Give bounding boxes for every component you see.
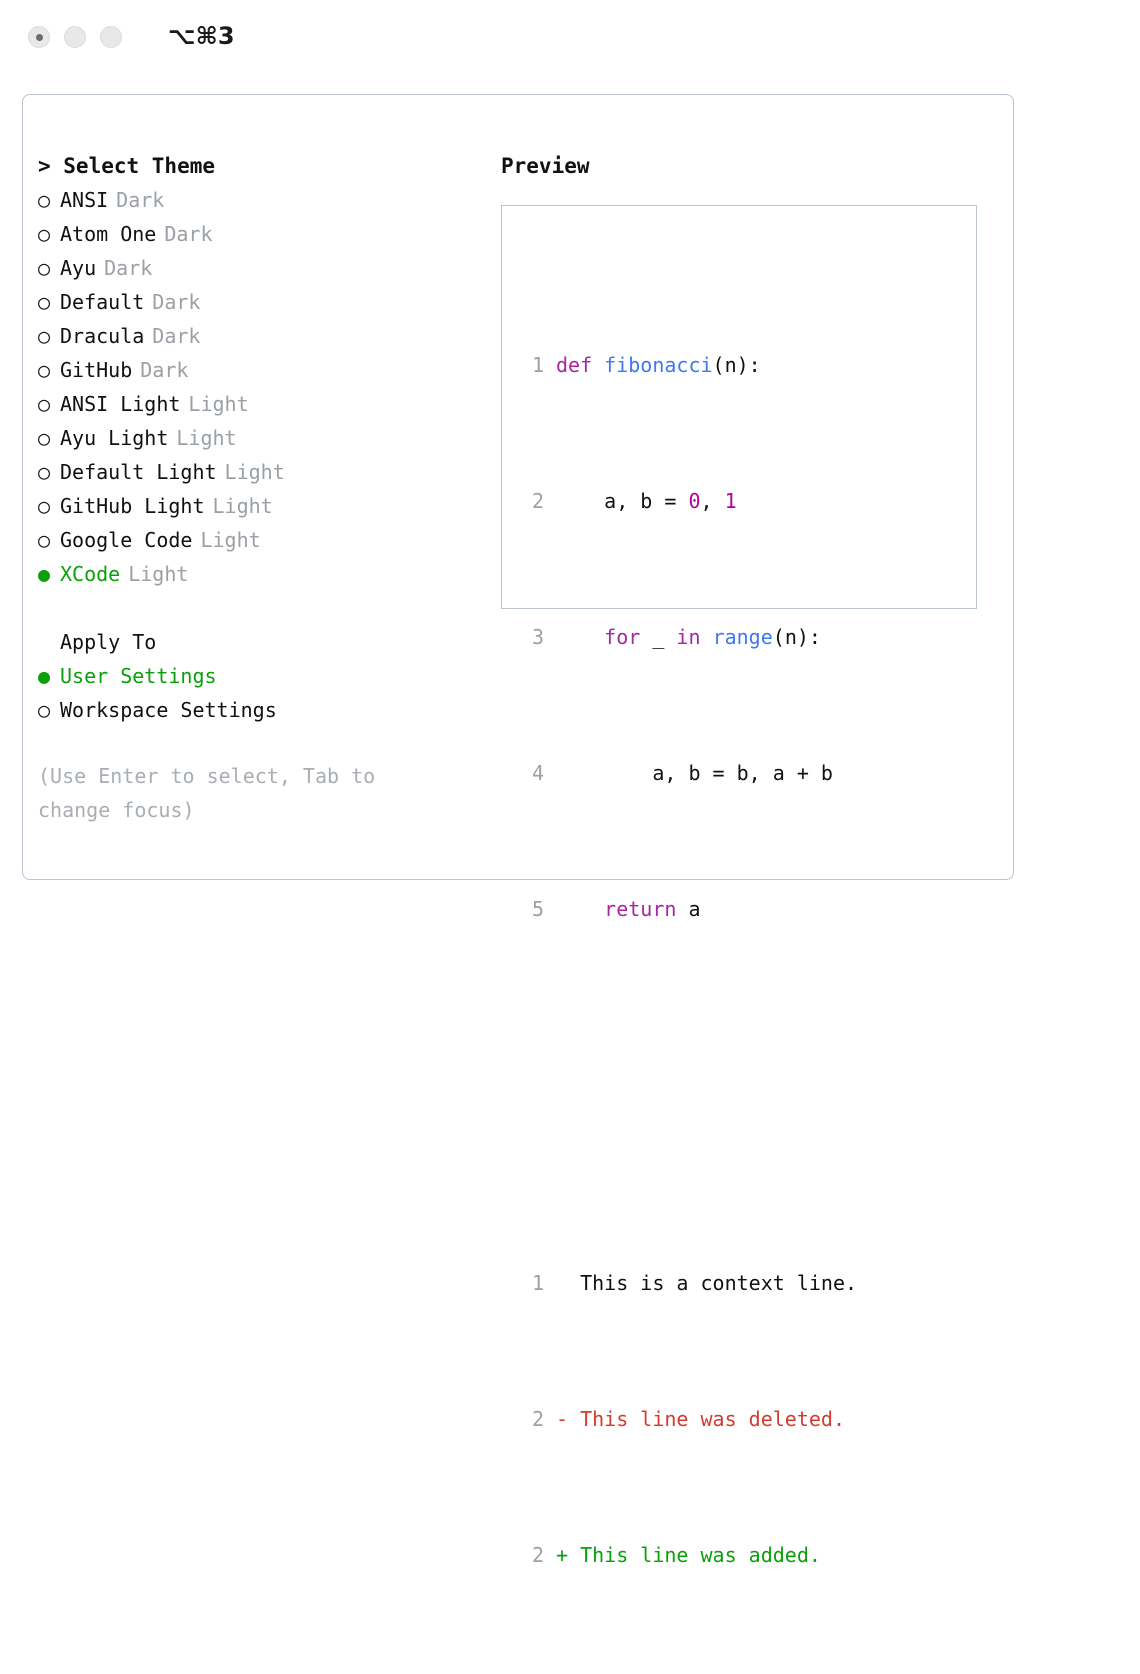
radio-icon: ○	[38, 324, 51, 348]
code-token: def	[556, 353, 605, 377]
code-line	[518, 348, 857, 382]
theme-variant: Light	[188, 392, 249, 416]
code-token: a, b = b, a + b	[556, 761, 833, 785]
radio-icon: ○	[38, 698, 51, 722]
theme-option-google-code[interactable]	[38, 523, 488, 557]
theme-variant: Dark	[116, 188, 165, 212]
theme-label: ANSI	[60, 188, 109, 212]
theme-option-ansi-light[interactable]	[38, 387, 488, 421]
code-line	[518, 620, 857, 654]
theme-option-ayu-light[interactable]	[38, 421, 488, 455]
theme-variant: Dark	[152, 324, 201, 348]
radio-icon: ○	[38, 358, 51, 382]
theme-label: GitHub	[60, 358, 133, 382]
code-token: 1	[724, 489, 737, 513]
theme-option-ansi-dark[interactable]	[38, 183, 488, 217]
radio-icon: ○	[38, 222, 51, 246]
list-spacer	[38, 591, 488, 625]
apply-to-heading: Apply To	[60, 630, 157, 654]
theme-picker-column	[38, 149, 488, 827]
code-token: return	[604, 897, 677, 921]
theme-option-atom-one-dark[interactable]	[38, 217, 488, 251]
radio-icon: ○	[38, 188, 51, 212]
line-number: 1	[531, 1271, 544, 1295]
theme-variant: Light	[212, 494, 273, 518]
keyboard-shortcut-label: ⌥⌘3	[168, 22, 235, 50]
code-token: for	[604, 625, 641, 649]
close-button[interactable]	[28, 26, 50, 48]
code-token: fibonacci	[604, 353, 713, 377]
line-number: 2	[531, 489, 544, 513]
line-number: 1	[531, 353, 544, 377]
theme-label: ANSI Light	[60, 392, 181, 416]
apply-to-label: Workspace Settings	[60, 698, 277, 722]
code-token: 0	[688, 489, 701, 513]
radio-icon-selected: ●	[38, 562, 51, 586]
theme-variant: Dark	[164, 222, 213, 246]
theme-label: Google Code	[60, 528, 193, 552]
keyboard-hint-text: (Use Enter to select, Tab to change focus)	[38, 764, 388, 822]
preview-box	[501, 205, 977, 1567]
theme-option-github-dark[interactable]	[38, 353, 488, 387]
code-token	[556, 625, 604, 649]
theme-label: Ayu Light	[60, 426, 169, 450]
theme-variant: Dark	[104, 256, 153, 280]
radio-icon: ○	[38, 426, 51, 450]
maximize-button[interactable]	[100, 26, 122, 48]
apply-to-option-user-settings[interactable]	[38, 659, 488, 693]
code-token: a, b =	[556, 489, 689, 513]
minimize-button[interactable]	[64, 26, 86, 48]
radio-icon: ○	[38, 256, 51, 280]
code-token: a	[676, 897, 701, 921]
theme-variant: Dark	[152, 290, 201, 314]
diff-marker	[556, 1271, 568, 1295]
theme-variant: Light	[128, 562, 189, 586]
theme-label: Atom One	[60, 222, 157, 246]
radio-icon: ○	[38, 460, 51, 484]
theme-variant: Light	[224, 460, 285, 484]
code-blank-line	[518, 1130, 857, 1164]
theme-option-ayu-dark[interactable]	[38, 251, 488, 285]
theme-option-default-light[interactable]	[38, 455, 488, 489]
radio-icon-selected: ●	[38, 664, 51, 688]
preview-heading: Preview	[501, 154, 590, 178]
theme-label: Default Light	[60, 460, 217, 484]
line-number: 2	[531, 1543, 544, 1567]
radio-icon: ○	[38, 392, 51, 416]
apply-to-list[interactable]	[38, 659, 488, 727]
preview-code	[518, 246, 857, 1674]
radio-icon: ○	[38, 494, 51, 518]
code-token: (n):	[772, 625, 821, 649]
code-blank-line	[518, 1028, 857, 1062]
line-number: 5	[531, 897, 544, 921]
code-line	[518, 484, 857, 518]
diff-text: This is a context line.	[568, 1271, 858, 1295]
line-number: 4	[531, 761, 544, 785]
apply-to-option-workspace-settings[interactable]	[38, 693, 488, 727]
code-line	[518, 756, 857, 790]
preview-column	[501, 149, 1001, 1567]
code-token: range	[712, 625, 773, 649]
diff-line-added	[518, 1538, 857, 1572]
line-number: 2	[531, 1407, 544, 1431]
title-bar	[0, 0, 1140, 78]
line-number: 3	[531, 625, 544, 649]
theme-option-github-light[interactable]	[38, 489, 488, 523]
theme-option-default-dark[interactable]	[38, 285, 488, 319]
code-line	[518, 892, 857, 926]
radio-icon: ○	[38, 290, 51, 314]
main-panel	[22, 94, 1014, 1567]
diff-line-context	[518, 1266, 857, 1300]
diff-text: This line was added.	[568, 1543, 821, 1567]
code-token: in	[676, 625, 701, 649]
code-token: _	[640, 625, 677, 649]
apply-to-label: User Settings	[60, 664, 217, 688]
theme-option-dracula-dark[interactable]	[38, 319, 488, 353]
theme-variant: Light	[200, 528, 261, 552]
code-token	[701, 625, 713, 649]
theme-label: XCode	[60, 562, 121, 586]
theme-label: Dracula	[60, 324, 145, 348]
select-theme-heading: > Select Theme	[38, 154, 216, 178]
window-controls[interactable]	[28, 26, 122, 48]
code-token: ,	[700, 489, 725, 513]
radio-icon: ○	[38, 528, 51, 552]
theme-variant: Light	[176, 426, 237, 450]
diff-text: This line was deleted.	[568, 1407, 845, 1431]
theme-list[interactable]	[38, 183, 488, 591]
diff-marker: +	[556, 1543, 569, 1567]
theme-label: GitHub Light	[60, 494, 205, 518]
theme-option-xcode-light[interactable]	[38, 557, 488, 591]
diff-line-deleted	[518, 1402, 857, 1436]
theme-variant: Dark	[140, 358, 189, 382]
theme-label: Default	[60, 290, 145, 314]
theme-label: Ayu	[60, 256, 97, 280]
diff-marker: -	[556, 1407, 569, 1431]
code-token: (n):	[712, 353, 761, 377]
code-token	[556, 897, 604, 921]
